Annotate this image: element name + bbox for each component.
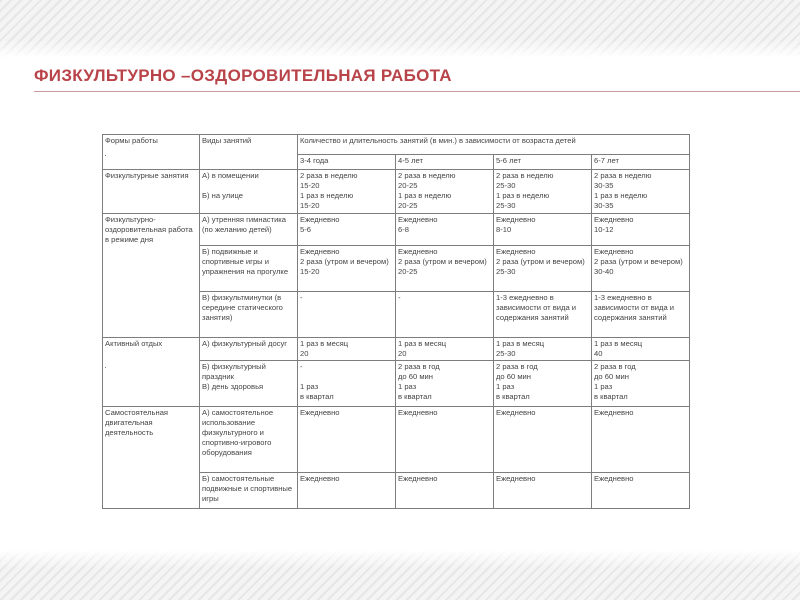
title-underline [34,91,800,92]
value-cell: Ежедневно 6-8 [396,214,494,246]
age-header: 5-6 лет [494,155,592,170]
value-cell: - 1 раз в квартал [298,361,396,407]
type-cell: Б) физкультурный праздник В) день здоровья [200,361,298,407]
value-cell: 2 раза в неделю 15-20 1 раз в неделю 15-20 [298,170,396,214]
table-row [103,407,690,473]
decorative-top-band [0,0,800,58]
table-header-row [103,135,690,155]
type-cell: А) физкультурный досуг [200,338,298,361]
form-cell: Самостоятельная двигательная деятельность [103,407,200,509]
table-row [103,338,690,361]
value-cell: Ежедневно 8-10 [494,214,592,246]
physical-activity-table [102,134,690,509]
value-cell: Ежедневно [592,473,690,509]
value-cell: - [298,292,396,338]
age-header: 4-5 лет [396,155,494,170]
value-cell: 2 раза в год до 60 мин 1 раз в квартал [592,361,690,407]
value-cell: 2 раза в год до 60 мин 1 раз в квартал [494,361,592,407]
value-cell: Ежедневно [298,407,396,473]
table-row [103,214,690,246]
value-cell: 1-3 ежедневно в зависимости от вида и содержания занятий [592,292,690,338]
age-header: 3-4 года [298,155,396,170]
value-cell: - [396,292,494,338]
bullet-marker: · [104,150,107,160]
type-cell: Б) подвижные и спортивные игры и упражнения на прогулке [200,246,298,292]
type-cell: А) в помещении Б) на улице [200,170,298,214]
value-cell: 1 раз в месяц 20 [396,338,494,361]
value-cell: Ежедневно [592,407,690,473]
value-cell: Ежедневно [298,473,396,509]
type-cell: Б) самостоятельные подвижные и спортивные игры [200,473,298,509]
value-cell: 2 раза в неделю 30-35 1 раз в неделю 30-35 [592,170,690,214]
value-cell: Ежедневно 5-6 [298,214,396,246]
header-form: Формы работы [103,135,200,170]
form-cell: Физкультурные занятия [103,170,200,214]
value-cell: 1 раз в месяц 40 [592,338,690,361]
value-cell: 2 раза в год до 60 мин 1 раз в квартал [396,361,494,407]
value-cell: Ежедневно [494,473,592,509]
header-type: Виды занятий [200,135,298,170]
value-cell: 1-3 ежедневно в зависимости от вида и содержания занятий [494,292,592,338]
value-cell: 1 раз в месяц 20 [298,338,396,361]
type-cell: А) утренняя гимнастика (по желанию детей) [200,214,298,246]
value-cell: Ежедневно 2 раза (утром и вечером) 15-20 [298,246,396,292]
type-cell: В) физкультминутки (в середине статического занятия) [200,292,298,338]
type-cell: А) самостоятельное использование физкультурного и спортивно-игрового оборудования [200,407,298,473]
value-cell: Ежедневно 10-12 [592,214,690,246]
value-cell: Ежедневно [494,407,592,473]
value-cell: Ежедневно 2 раза (утром и вечером) 25-30 [494,246,592,292]
value-cell: Ежедневно 2 раза (утром и вечером) 30-40 [592,246,690,292]
form-cell: Физкультурно-оздоровительная работа в режиме дня [103,214,200,338]
value-cell: Ежедневно [396,473,494,509]
form-cell: Активный отдых [103,338,200,407]
value-cell: 2 раза в неделю 20-25 1 раз в неделю 20-25 [396,170,494,214]
value-cell: Ежедневно [396,407,494,473]
age-header: 6-7 лет [592,155,690,170]
value-cell: 1 раз в месяц 25-30 [494,338,592,361]
bullet-marker: · [104,362,107,372]
decorative-bottom-band [0,550,800,600]
table-row [103,170,690,214]
page-title: ФИЗКУЛЬТУРНО –ОЗДОРОВИТЕЛЬНАЯ РАБОТА [34,66,452,85]
header-quantity: Количество и длительность занятий (в мин.) в зависимости от возраста детей [298,135,690,155]
value-cell: Ежедневно 2 раза (утром и вечером) 20-25 [396,246,494,292]
value-cell: 2 раза в неделю 25-30 1 раз в неделю 25-30 [494,170,592,214]
